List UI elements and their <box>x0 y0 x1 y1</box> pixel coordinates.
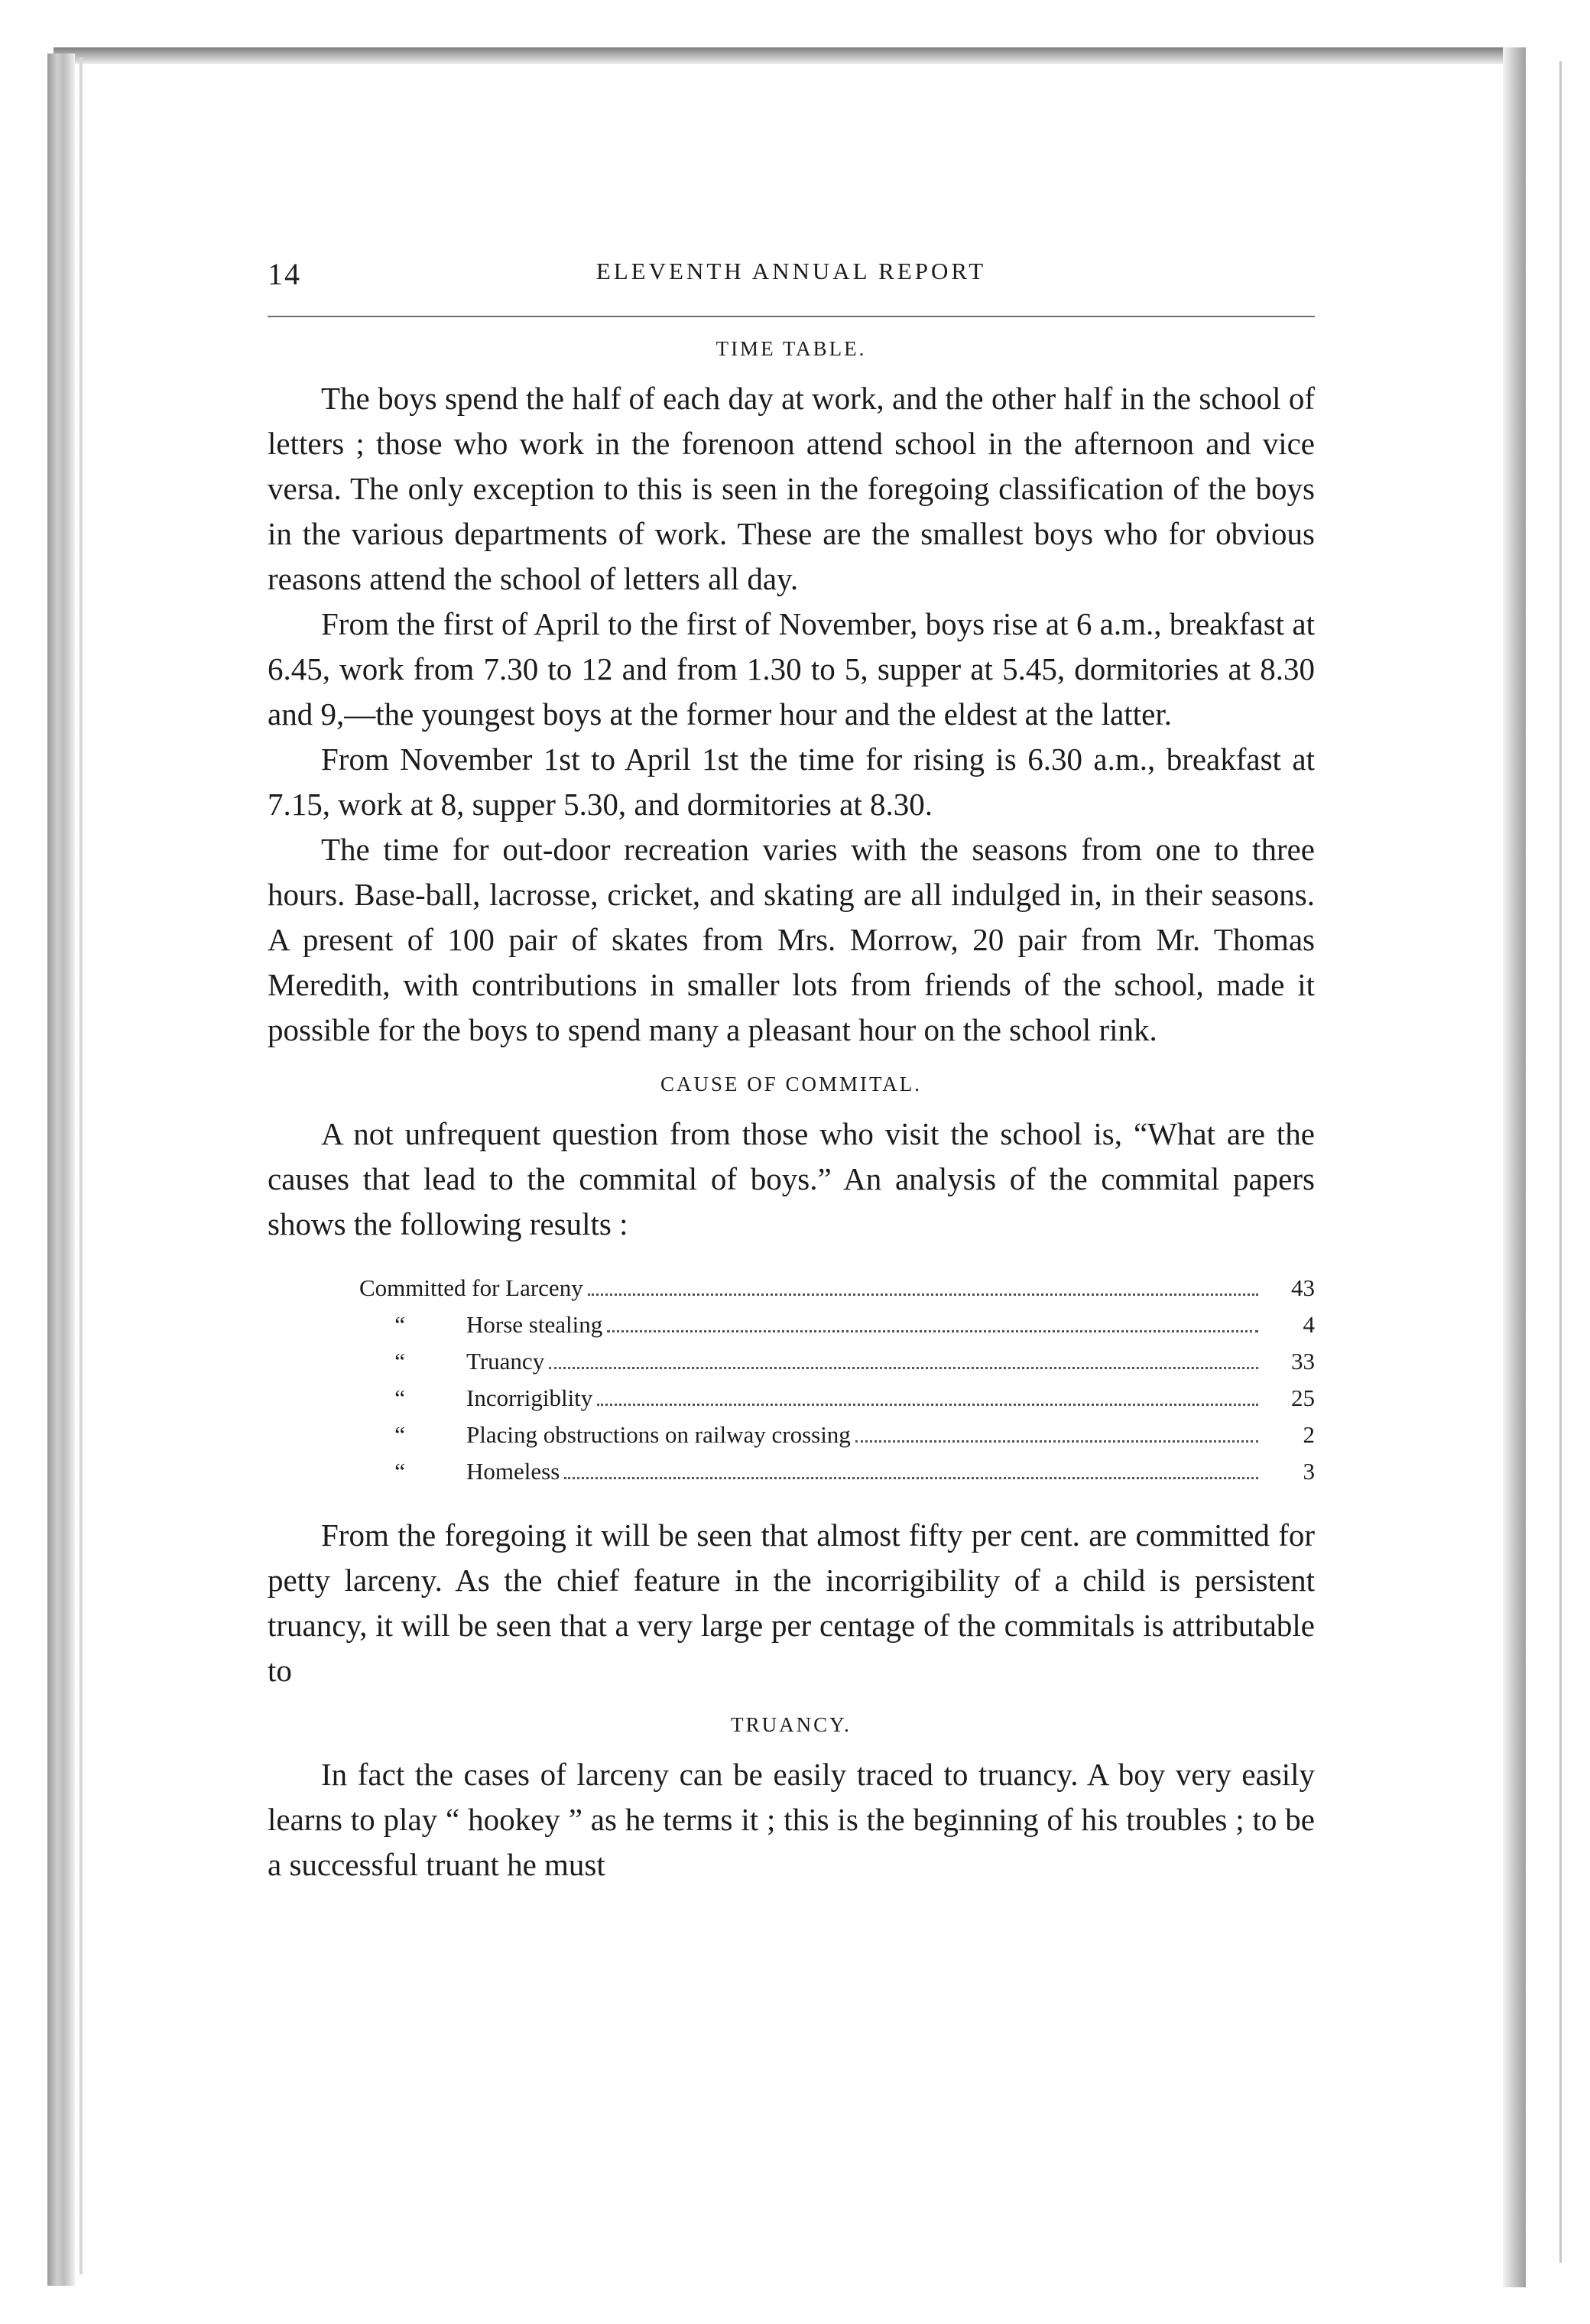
leader-dots <box>597 1404 1258 1406</box>
heading-cause-of-commital: CAUSE OF COMMITAL. <box>660 1073 923 1095</box>
paragraph: From the foregoing it will be seen that almost fifty per cent. are committed for petty larceny. As the chief feature in the incorrigibility of a child is persistent truancy, it will be seen that a very large per centage of the commitals is attributable to <box>268 1517 1315 1688</box>
cause-count: 33 <box>1291 1348 1315 1375</box>
cause-count: 43 <box>1291 1274 1315 1301</box>
table-lead: Committed for <box>359 1274 500 1301</box>
paragraph: From November 1st to April 1st the time for rising is 6.30 a.m., breakfast at 7.15, work at 8, supper 5.30, and dormitories at 8.30. <box>268 742 1315 822</box>
scan-edge-left-line <box>80 57 83 2274</box>
leader-dots <box>855 1440 1258 1443</box>
scan-edge-right-line <box>1559 61 1562 2263</box>
scan-edge-top <box>54 47 1506 64</box>
ditto-mark: “ <box>394 1421 405 1448</box>
paragraph: In fact the cases of larceny can be easily traced to truancy. A boy very easily learns to play “ hookey ” as he terms it ; this is the beginning of his troubles ; to be a successful truant he must <box>268 1757 1315 1882</box>
table-row <box>268 1343 1315 1380</box>
table-row <box>268 1380 1315 1417</box>
running-head <box>268 248 1315 294</box>
scan-edge-left <box>47 54 75 2286</box>
heading-truancy: TRUANCY. <box>731 1713 852 1736</box>
paragraph: A not unfrequent question from those who visit the school is, “What are the causes that lead to the commital of boys.” An analysis of the commital papers shows the following results : <box>268 1116 1315 1242</box>
running-title: ELEVENTH ANNUAL REPORT <box>595 258 987 284</box>
ditto-mark: “ <box>394 1384 405 1411</box>
table-row <box>268 1306 1315 1343</box>
cause-label: Homeless <box>466 1458 560 1485</box>
header-rule <box>268 316 1315 317</box>
paragraph: The time for out-door recreation varies with the seasons from one to three hours. Base-ball, lacrosse, cricket, and skating are all indulged in, in their seasons. A present of 100 pair of skates from Mrs. Morrow, 20 pair from Mr. Thomas Meredith, with contributions in smaller lots from friends of the school, made it possible for the boys to spend many a pleasant hour on the school rink. <box>268 832 1315 1047</box>
page-number: 14 <box>268 257 301 291</box>
cause-count: 25 <box>1291 1384 1315 1411</box>
paragraph: From the first of April to the first of November, boys rise at 6 a.m., breakfast at 6.45, work from 7.30 to 12 and from 1.30 to 5, supper at 5.45, dormitories at 8.30 and 9,—the youngest boys at the former hour and the eldest at the latter. <box>268 606 1315 732</box>
cause-label: Placing obstructions on railway crossing <box>466 1421 851 1448</box>
leader-dots <box>549 1367 1258 1369</box>
table-row <box>268 1270 1315 1306</box>
cause-label: Larceny <box>505 1274 583 1301</box>
ditto-mark: “ <box>394 1348 405 1375</box>
leader-dots <box>607 1330 1258 1332</box>
scan-edge-right <box>1503 47 1526 2287</box>
ditto-mark: “ <box>394 1458 405 1485</box>
cause-label: Incorrigiblity <box>466 1384 593 1411</box>
book-page <box>268 248 1315 1887</box>
commital-table <box>268 1270 1315 1490</box>
ditto-mark: “ <box>394 1311 405 1338</box>
paragraph: The boys spend the half of each day at work, and the other half in the school of letters ; those who work in the forenoon attend school in the afternoon and vice versa. The only exception to this is seen in the foregoing classification of the boys in the various departments of work. These are the smallest boys who for obvious reasons attend the school of letters all day. <box>268 381 1315 596</box>
heading-time-table: TIME TABLE. <box>716 337 867 360</box>
cause-count: 4 <box>1303 1311 1315 1338</box>
cause-count: 3 <box>1303 1458 1315 1485</box>
cause-label: Truancy <box>466 1348 545 1375</box>
leader-dots <box>588 1293 1258 1296</box>
cause-count: 2 <box>1303 1421 1315 1448</box>
table-row <box>268 1453 1315 1490</box>
leader-dots <box>564 1477 1258 1479</box>
cause-label: Horse stealing <box>466 1311 603 1338</box>
table-row <box>268 1417 1315 1453</box>
